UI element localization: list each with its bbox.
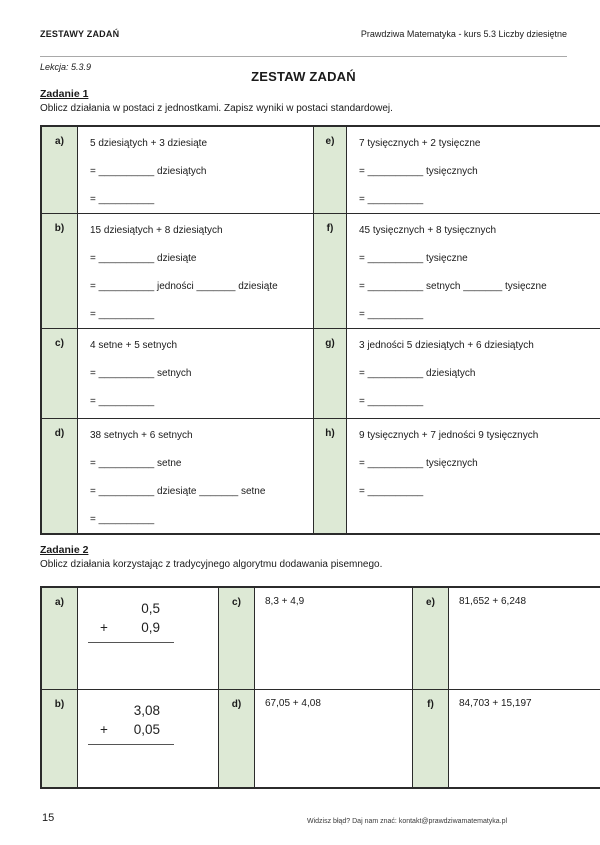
table-row bbox=[41, 126, 600, 214]
cell-content-h bbox=[347, 419, 600, 535]
cell-content-f bbox=[347, 214, 600, 329]
cell-content-g bbox=[347, 329, 600, 419]
addend-bottom: 0,9 bbox=[141, 620, 160, 635]
vertical-addition bbox=[88, 600, 174, 643]
cell-label-f: f) bbox=[413, 689, 449, 788]
answer-blank-line: = __________ dziesiątych bbox=[359, 367, 476, 379]
sum-line bbox=[88, 744, 174, 745]
answer-blank-line: = __________ dziesiątych bbox=[90, 165, 207, 177]
task2-instruction: Oblicz działania korzystając z tradycyjnego algorytmu dodawania pisemnego. bbox=[40, 559, 383, 570]
table-row bbox=[41, 329, 600, 419]
answer-blank-line: = __________ tysięcznych bbox=[359, 165, 478, 177]
expression-line: 15 dziesiątych + 8 dziesiątych bbox=[90, 224, 223, 236]
cell-content-a bbox=[78, 587, 219, 689]
answer-blank-line: = __________ bbox=[90, 395, 155, 407]
page-title: ZESTAW ZADAŃ bbox=[251, 69, 356, 84]
answer-blank-line: = __________ setnych bbox=[90, 367, 192, 379]
addend-bottom: 0,05 bbox=[133, 721, 160, 737]
cell-label-f: f) bbox=[314, 214, 347, 329]
cell-content-e bbox=[347, 126, 600, 214]
sum-line bbox=[88, 642, 174, 643]
cell-content-b bbox=[78, 214, 314, 329]
header-divider bbox=[40, 56, 567, 57]
answer-blank-line: = __________ bbox=[359, 395, 424, 407]
answer-blank-line: = __________ bbox=[90, 308, 155, 320]
answer-blank-line: = __________ setne bbox=[90, 457, 182, 469]
addend-bottom-row bbox=[88, 719, 174, 744]
answer-blank-line: = __________ bbox=[90, 513, 155, 525]
plus-operator: + bbox=[100, 620, 108, 635]
expression-line: 7 tysięcznych + 2 tysięczne bbox=[359, 137, 481, 149]
answer-blank-line: = __________ jedności _______ dziesiąte bbox=[90, 280, 278, 292]
answer-blank-line: = __________ bbox=[90, 193, 155, 205]
addend-bottom-row bbox=[88, 617, 174, 642]
page-number: 15 bbox=[42, 812, 55, 824]
vertical-addition bbox=[88, 702, 174, 745]
cell-content-c: 8,3 + 4,9 bbox=[255, 587, 413, 689]
cell-content-e: 81,652 + 6,248 bbox=[449, 587, 600, 689]
answer-blank-line: = __________ bbox=[359, 193, 424, 205]
cell-label-d: d) bbox=[219, 689, 255, 788]
task1-instruction: Oblicz działania w postaci z jednostkami. Zapisz wyniki w postaci standardowej. bbox=[40, 103, 393, 114]
cell-content-d bbox=[78, 419, 314, 535]
footer-contact-note: Widzisz błąd? Daj nam znać: kontakt@prawdziwamatematyka.pl bbox=[307, 818, 508, 825]
task2-heading: Zadanie 2 bbox=[40, 544, 89, 556]
answer-blank-line: = __________ dziesiąte bbox=[90, 252, 197, 264]
answer-blank-line: = __________ dziesiąte _______ setne bbox=[90, 485, 266, 497]
task2-table bbox=[40, 586, 600, 789]
cell-label-e: e) bbox=[413, 587, 449, 689]
answer-blank-line: = __________ setnych _______ tysięczne bbox=[359, 280, 547, 292]
addend-top: 3,08 bbox=[133, 702, 160, 718]
table-row bbox=[41, 689, 600, 788]
cell-label-a: a) bbox=[41, 126, 78, 214]
cell-content-b bbox=[78, 689, 219, 788]
addend-top: 0,5 bbox=[141, 601, 160, 616]
table-row bbox=[41, 419, 600, 535]
cell-content-c bbox=[78, 329, 314, 419]
cell-label-c: c) bbox=[219, 587, 255, 689]
cell-label-e: e) bbox=[314, 126, 347, 214]
cell-label-h: h) bbox=[314, 419, 347, 535]
expression-line: 3 jedności 5 dziesiątych + 6 dziesiątych bbox=[359, 339, 534, 351]
task1-heading: Zadanie 1 bbox=[40, 88, 89, 100]
plus-operator: + bbox=[100, 721, 108, 737]
answer-blank-line: = __________ tysięczne bbox=[359, 252, 468, 264]
answer-blank-line: = __________ bbox=[359, 485, 424, 497]
expression-line: 9 tysięcznych + 7 jedności 9 tysięcznych bbox=[359, 429, 539, 441]
page-header bbox=[40, 29, 567, 39]
table-row bbox=[41, 214, 600, 329]
cell-label-d: d) bbox=[41, 419, 78, 535]
cell-label-a: a) bbox=[41, 587, 78, 689]
expression-line: 45 tysięcznych + 8 tysięcznych bbox=[359, 224, 497, 236]
expression-line: 4 setne + 5 setnych bbox=[90, 339, 178, 351]
cell-content-a bbox=[78, 126, 314, 214]
table-row bbox=[41, 587, 600, 689]
task1-table bbox=[40, 125, 600, 535]
expression-line: 5 dziesiątych + 3 dziesiąte bbox=[90, 137, 208, 149]
answer-blank-line: = __________ tysięcznych bbox=[359, 457, 478, 469]
expression-line: 38 setnych + 6 setnych bbox=[90, 429, 193, 441]
cell-label-b: b) bbox=[41, 689, 78, 788]
cell-label-g: g) bbox=[314, 329, 347, 419]
header-course-title: Prawdziwa Matematyka - kurs 5.3 Liczby dziesiętne bbox=[360, 29, 567, 39]
lesson-number: Lekcja: 5.3.9 bbox=[40, 62, 92, 72]
header-series-title: ZESTAWY ZADAŃ bbox=[40, 29, 120, 39]
answer-blank-line: = __________ bbox=[359, 308, 424, 320]
cell-content-f: 84,703 + 15,197 bbox=[449, 689, 600, 788]
cell-label-c: c) bbox=[41, 329, 78, 419]
cell-label-b: b) bbox=[41, 214, 78, 329]
cell-content-d: 67,05 + 4,08 bbox=[255, 689, 413, 788]
